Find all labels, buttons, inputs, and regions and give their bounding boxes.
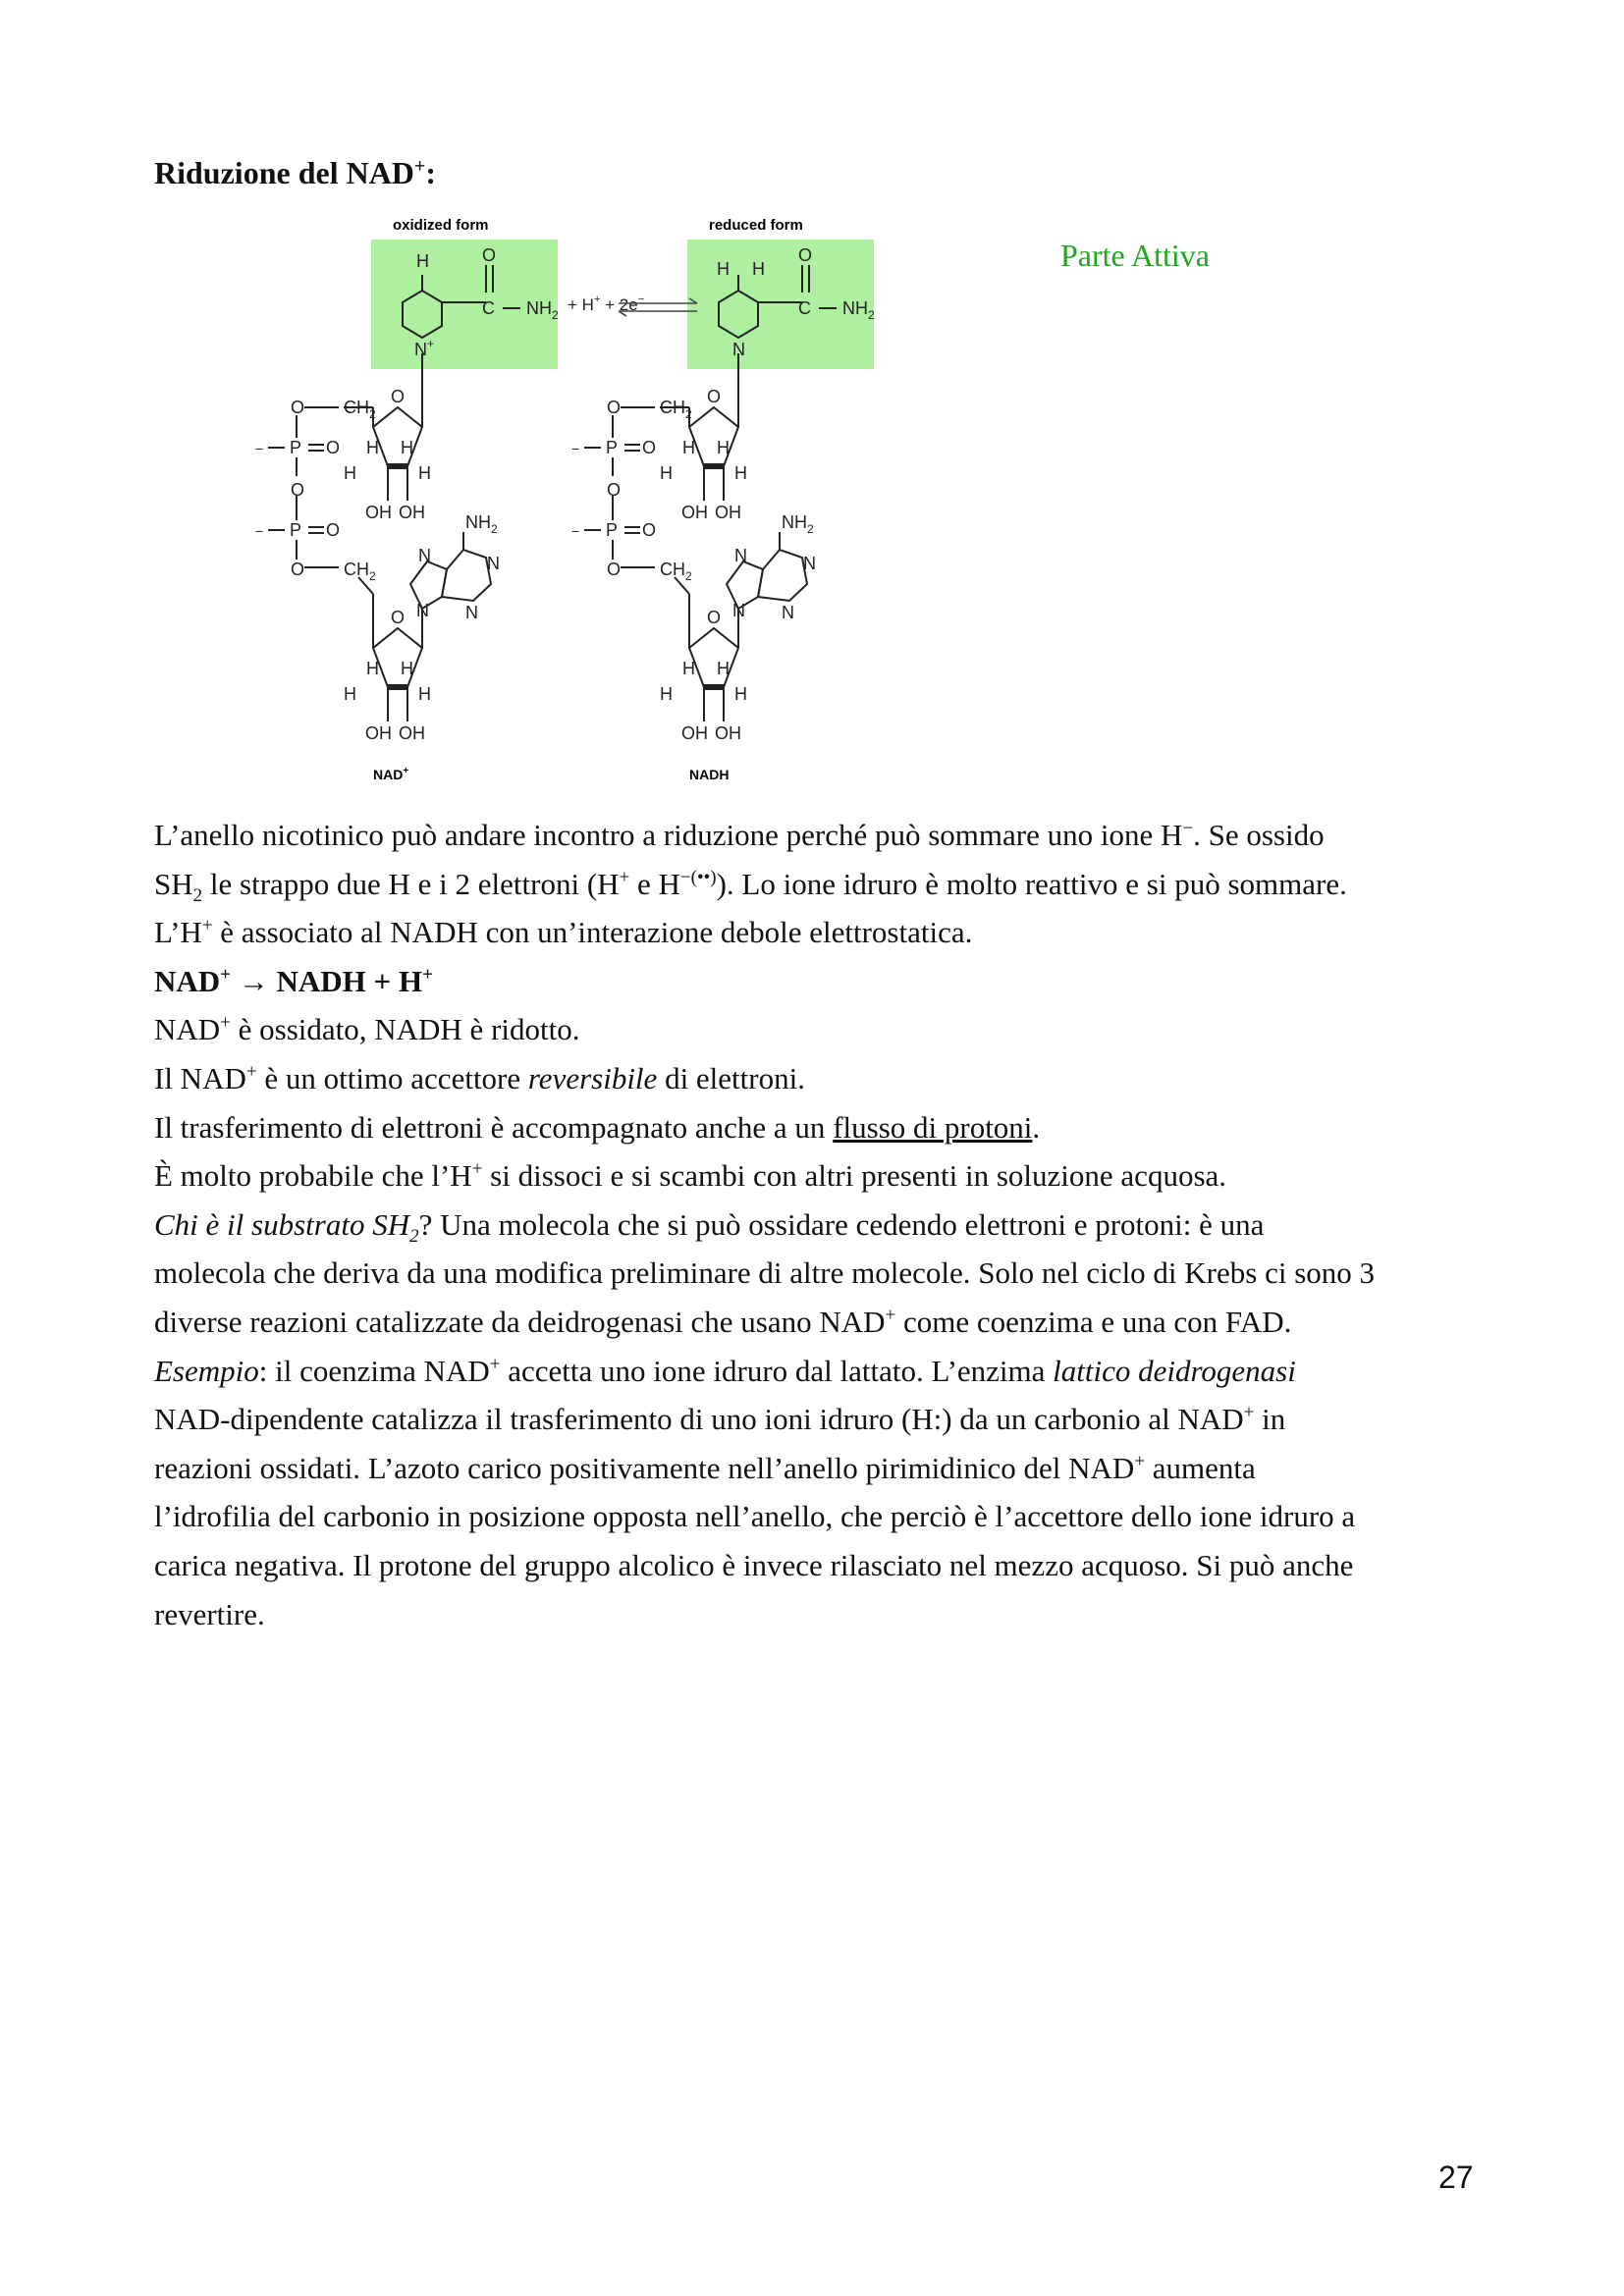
svg-text:O: O	[707, 387, 722, 406]
svg-text:H: H	[752, 259, 765, 279]
svg-text:OH: OH	[681, 503, 708, 522]
text-line-17: revertire.	[154, 1596, 265, 1631]
text-line-10: molecola che deriva da una modifica preliminare di altre molecole. Solo nel ciclo di Krebs ci sono 3	[154, 1255, 1376, 1291]
svg-text:N: N	[418, 546, 431, 565]
svg-text:O: O	[291, 398, 305, 417]
svg-text:NH2: $NH_2$	[465, 512, 498, 536]
svg-text:OH: OH	[365, 503, 392, 522]
svg-text:O: O	[326, 520, 341, 540]
svg-text:O: O	[642, 520, 657, 540]
svg-text:P: P	[606, 438, 619, 457]
svg-text:P: P	[290, 520, 302, 540]
text-line-14: reazioni ossidati. L’azoto carico positivamente nell’anello pirimidinico del NAD+ aumenta	[154, 1450, 1256, 1485]
svg-text:−: −	[255, 441, 264, 456]
svg-text:H: H	[344, 684, 356, 704]
svg-text:H: H	[418, 684, 431, 704]
nad-oxidized-structure	[268, 240, 558, 721]
svg-text:N: N	[732, 340, 745, 359]
svg-text:O: O	[391, 608, 406, 627]
svg-text:P: P	[290, 438, 302, 457]
svg-text:N: N	[487, 554, 500, 573]
text-line-7: Il trasferimento di elettroni è accompagnato anche a un flusso di protoni.	[154, 1109, 1041, 1145]
svg-text:H: H	[734, 684, 747, 704]
svg-text:C: C	[798, 298, 811, 318]
svg-text:CH2: $CH_2$	[660, 560, 692, 583]
text-line-6: Il NAD+ è un ottimo accettore reversibile di elettroni.	[154, 1060, 805, 1095]
svg-text:H: H	[682, 438, 695, 457]
svg-text:H: H	[416, 251, 429, 271]
text-line-15: l’idrofilia del carbonio in posizione opposta nell’anello, che perciò è l’accettore dello ione idruro a	[154, 1499, 1356, 1534]
svg-text:H: H	[366, 438, 379, 457]
svg-text:H: H	[401, 659, 413, 678]
text-line-1: L’anello nicotinico può andare incontro a riduzione perché può sommare uno ione H−. Se ossido	[154, 818, 1325, 852]
svg-text:O: O	[391, 387, 406, 406]
reduced-form-label: reduced form	[709, 217, 803, 234]
svg-text:O: O	[607, 398, 622, 417]
svg-text:O: O	[482, 245, 497, 265]
svg-text:H: H	[344, 463, 356, 483]
svg-text:H: H	[682, 659, 695, 678]
svg-text:NH2: $NH_2$	[782, 512, 814, 536]
body-text	[154, 811, 1509, 1638]
text-line-12: Esempio: il coenzima NAD+ accetta uno ione idruro dal lattato. L’enzima lattico deidrogenasi	[154, 1353, 1296, 1388]
svg-text:P: P	[606, 520, 619, 540]
svg-text:O: O	[642, 438, 657, 457]
svg-text:H: H	[418, 463, 431, 483]
svg-text:CH2: $CH_2$	[344, 560, 376, 583]
svg-text:O: O	[607, 560, 622, 579]
nadh-label: NADH	[689, 767, 730, 782]
oxidized-form-label: oxidized form	[393, 217, 489, 234]
svg-text:CH2: $CH_2$	[660, 398, 692, 421]
svg-text:CH2: $CH_2$	[344, 398, 376, 421]
nad-label: NAD+	[373, 766, 409, 782]
reaction-equation: NAD+ → NADH + H+	[154, 963, 433, 998]
svg-text:−: −	[571, 523, 580, 539]
svg-text:N: N	[734, 546, 747, 565]
svg-text:O: O	[798, 245, 813, 265]
text-line-9: Chi è il substrato $SH_2$? Una molecola che si può ossidare cedendo elettroni e protoni: è una	[154, 1206, 1265, 1247]
svg-text:H: H	[717, 438, 730, 457]
active-part-label: Parte Attiva	[1060, 238, 1210, 273]
svg-text:O: O	[291, 480, 305, 500]
page-number: 27	[1438, 2160, 1474, 2195]
svg-text:O: O	[707, 608, 722, 627]
svg-text:N: N	[465, 603, 478, 622]
svg-text:NH2: $NH_2$	[526, 298, 559, 322]
svg-text:H: H	[660, 463, 673, 483]
svg-text:OH: OH	[365, 723, 392, 743]
svg-text:C: C	[482, 298, 495, 318]
electrons-text: + 2e	[605, 295, 638, 314]
svg-text:N: N	[782, 603, 794, 622]
svg-text:H: H	[366, 659, 379, 678]
svg-text:O: O	[291, 560, 305, 579]
svg-text:O: O	[326, 438, 341, 457]
svg-text:OH: OH	[399, 503, 425, 522]
svg-text:−: −	[255, 523, 264, 539]
svg-text:O: O	[607, 480, 622, 500]
svg-text:H: H	[734, 463, 747, 483]
svg-text:H: H	[401, 438, 413, 457]
svg-text:N: N	[416, 601, 429, 620]
svg-text:OH: OH	[399, 723, 425, 743]
text-line-3: L’H+ è associato al NADH con un’interazione debole elettrostatica.	[154, 915, 973, 950]
text-line-13: NAD-dipendente catalizza il trasferimento di uno ioni idruro (H:) da un carbonio al NAD+ in	[154, 1402, 1286, 1437]
svg-text:OH: OH	[681, 723, 708, 743]
text-line-2: $SH_2$ le strappo due H e i 2 elettroni (H+ e H−(••)). Lo ione idruro è molto reattivo e si può sommare.	[154, 866, 1347, 906]
svg-text:N: N	[803, 554, 816, 573]
text-line-5: NAD+ è ossidato, NADH è ridotto.	[154, 1012, 580, 1047]
text-line-16: carica negativa. Il protone del gruppo alcolico è invece rilasciato nel mezzo acquoso. Si può anche	[154, 1547, 1354, 1582]
svg-text:N+: N+	[414, 337, 435, 359]
text-line-8: È molto probabile che l’H+ si dissoci e si scambi con altri presenti in soluzione acquosa.	[154, 1158, 1227, 1194]
svg-text:H: H	[717, 259, 730, 279]
svg-text:+ H+ + 2e−: + H+ + 2e−	[568, 294, 645, 314]
nad-reduction-figure	[147, 206, 1237, 795]
svg-text:OH: OH	[715, 503, 741, 522]
svg-text:H: H	[717, 659, 730, 678]
proton-text: + H	[568, 295, 594, 314]
svg-text:OH: OH	[715, 723, 741, 743]
svg-text:NH2: $NH_2$	[842, 298, 875, 322]
section-heading: Riduzione del NAD+:	[154, 155, 436, 190]
svg-text:H: H	[660, 684, 673, 704]
text-line-11: diverse reazioni catalizzate da deidrogenasi che usano NAD+ come coenzima e una con FAD.	[154, 1304, 1292, 1339]
svg-text:N: N	[732, 601, 745, 620]
svg-text:−: −	[571, 441, 580, 456]
